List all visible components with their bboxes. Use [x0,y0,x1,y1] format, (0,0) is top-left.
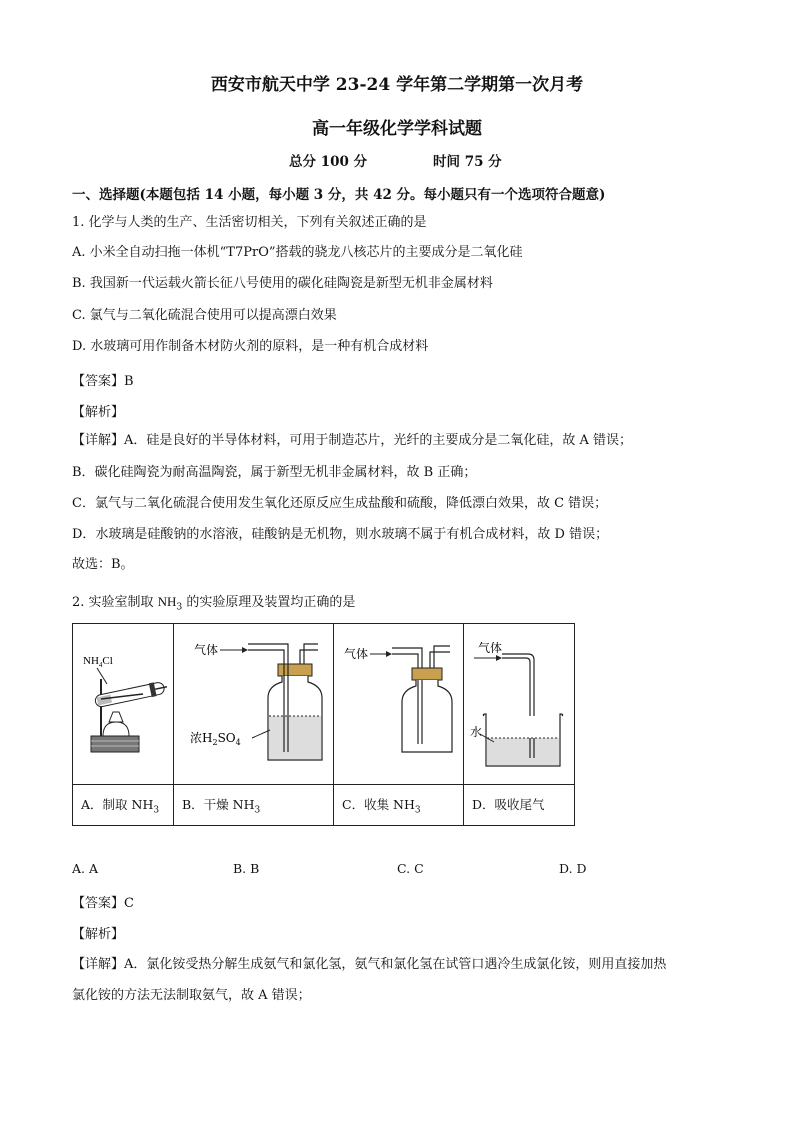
q2-choice-c: C. C [397,861,424,876]
arrow-head-icon [496,655,502,661]
q2-choice-d: D. D [559,861,587,876]
answer-label: 【答案】 [72,896,125,911]
q1-analysis-label: 【解析】 [72,405,125,420]
ammonium-chloride-label: $NH_4Cl$ [83,655,113,669]
alcohol-lamp-icon [103,722,129,736]
q1-detail-line: 故选：B。 [72,557,134,572]
stand-base [91,736,139,752]
drying-bottle-figure [174,624,333,780]
q2-analysis-label: 【解析】 [72,927,125,942]
outlet-tube [434,646,450,668]
q1-option-c: C. 氯气与二氧化硫混合使用可以提高漂白效果 [72,308,337,323]
q2-stem: 2. 实验室制取 $NH_3$ 的实验原理及装置均正确的是 [72,594,356,613]
figure-c-cell [334,624,464,785]
stopper [412,668,442,680]
q1-stem: 1. 化学与人类的生产、生活密切相关，下列有关叙述正确的是 [72,215,427,230]
acid-liquid [269,716,321,759]
answer-value: C [124,896,134,911]
test-tube-icon [94,680,168,709]
q2-detail-line: 【详解】A．氯化铵受热分解生成氨气和氯化氢，氨气和氯化氢在试管口遇冷生成氯化铵，则用直接加热 [72,957,667,972]
collecting-bottle [402,680,452,752]
q1-detail-line: B．碳化硅陶瓷为耐高温陶瓷，属于新型无机非金属材料，故 B 正确； [72,465,477,480]
outlet-tube [304,644,318,664]
sulfuric-acid-label: 浓$H_2SO_4$ [190,731,241,747]
gas-inlet-label: 气体 [344,647,369,661]
q2-answer [72,892,134,911]
heating-apparatus-figure [73,624,173,780]
water-liquid [487,738,559,765]
flame-icon [109,712,123,722]
arrow-head-icon [242,647,248,653]
answer-value: B [124,374,134,389]
answer-label: 【答案】 [72,374,125,389]
exam-title: 西安市航天中学 23-24 学年第二学期第一次月考 [210,75,584,95]
figure-d-cell [464,624,575,785]
figure-b-cell [174,624,334,785]
arrow-head-icon [386,651,392,657]
apparatus-table [72,623,575,826]
gas-inlet-label: 气体 [478,641,503,655]
gas-inlet-label: 气体 [194,643,219,657]
q2-choice-a: A. A [72,861,99,876]
q1-detail-line: D．水玻璃是硅酸钠的水溶液，硅酸钠是无机物，则水玻璃不属于有机合成材料，故 D 错误； [72,527,609,542]
cell-label-b: B．干燥 $NH_3$ [174,785,334,826]
q1-detail-line: C．氯气与二氧化硫混合使用发生氧化还原反应生成盐酸和硫酸，降低漂白效果，故 C 错误； [72,496,608,511]
cell-label-c: C．收集 $NH_3$ [334,785,464,826]
exam-time: 时间 75 分 [433,154,502,170]
q1-detail-line: 【详解】A．硅是良好的半导体材料，可用于制造芯片，光纤的主要成分是二氧化硅，故 A 错误； [72,433,633,448]
q2-choice-b: B. B [233,861,260,876]
stopper [278,664,312,676]
q1-option-a: A. 小米全自动扫拖一体机“T7PrO”搭载的骁龙八核芯片的主要成分是二氧化硅 [72,245,523,260]
q1-option-d: D. 水玻璃可用作制备木材防火剂的原料，是一种有机合成材料 [72,339,429,354]
exam-subtitle: 高一年级化学学科试题 [312,119,482,139]
water-label: 水 [470,725,483,739]
total-score: 总分 100 分 [289,154,368,170]
section-heading: 一、选择题(本题包括 14 小题，每小题 3 分，共 42 分。每小题只有一个选项符合题意) [72,187,606,203]
q1-option-b: B. 我国新一代运载火箭长征八号使用的碳化硅陶瓷是新型无机非金属材料 [72,276,493,291]
collecting-bottle-figure [334,624,463,780]
absorption-beaker-figure [464,624,574,780]
q2-detail-line: 氯化铵的方法无法制取氨气，故 A 错误； [72,988,311,1003]
figure-a-cell [73,624,174,785]
q1-answer [72,370,134,389]
cell-label-a: A．制取 $NH_3$ [73,785,174,826]
cell-label-d: D．吸收尾气 [464,785,575,826]
